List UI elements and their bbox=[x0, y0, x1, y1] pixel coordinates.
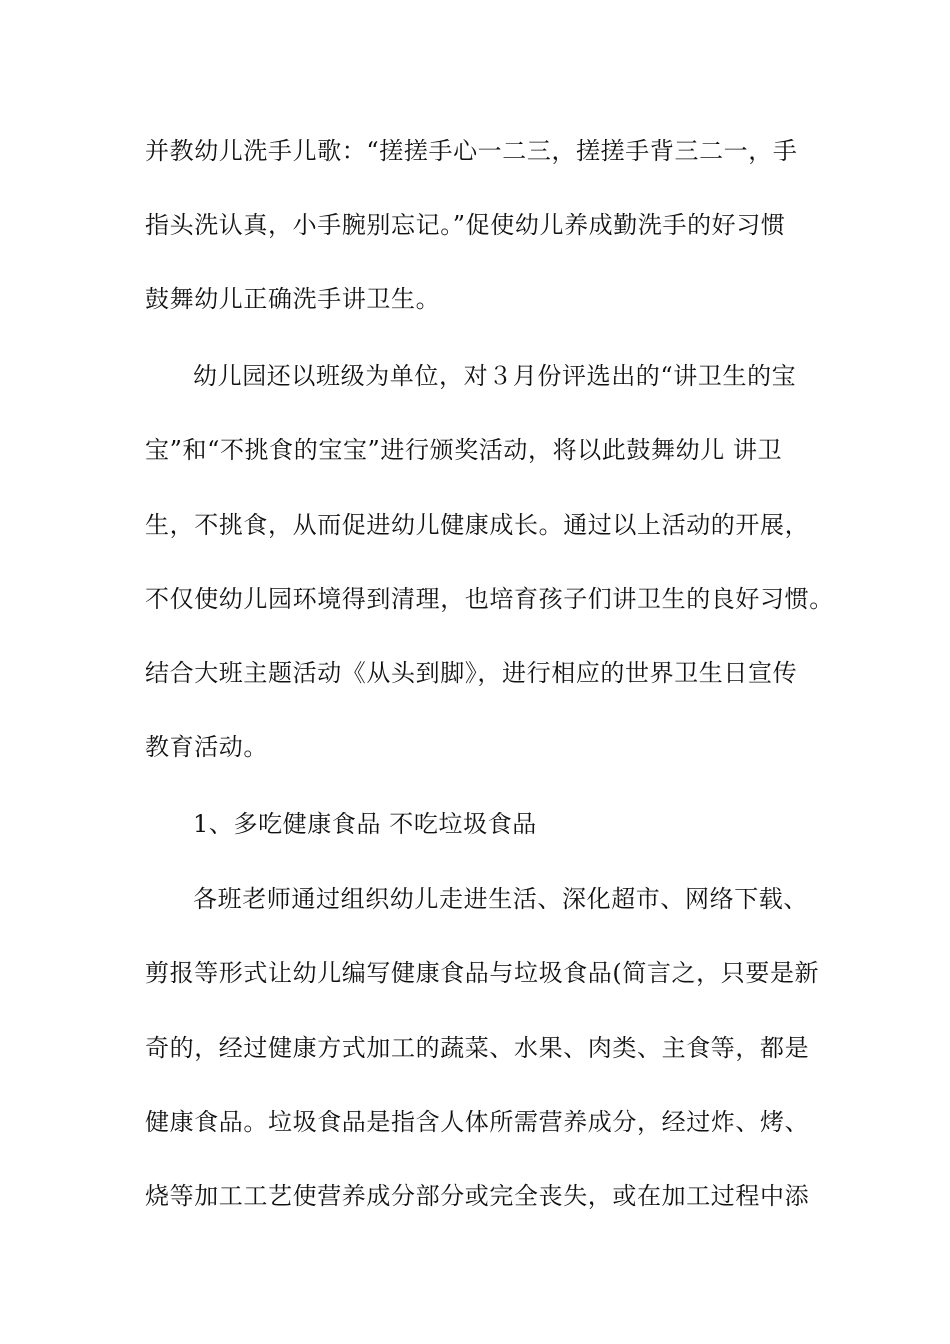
text-line: 奇的，经过健康方式加工的蔬菜、水果、肉类、主食等，都是 bbox=[145, 1034, 810, 1062]
section-heading: 1、多吃健康食品 不吃垃圾食品 bbox=[193, 810, 537, 838]
text-line: 不仅使幼儿园环境得到清理，也培育孩子们讲卫生的良好习惯。 bbox=[145, 585, 834, 613]
text-line: 烧等加工工艺使营养成分部分或完全丧失，或在加工过程中添 bbox=[145, 1182, 810, 1210]
text-line: 并教幼儿洗手儿歌：“搓搓手心一二三，搓搓手背三二一，手 bbox=[145, 137, 798, 165]
text-line: 指头洗认真，小手腕别忘记。”促使幼儿养成勤洗手的好习惯 bbox=[145, 211, 786, 239]
text-line: 宝”和“不挑食的宝宝”进行颁奖活动，将以此鼓舞幼儿 讲卫 bbox=[145, 436, 783, 464]
text-line: 生，不挑食，从而促进幼儿健康成长。通过以上活动的开展， bbox=[145, 511, 810, 539]
text-line: 鼓舞幼儿正确洗手讲卫生。 bbox=[145, 285, 441, 313]
paragraph-start-line: 各班老师通过组织幼儿走进生活、深化超市、网络下载、 bbox=[193, 885, 808, 913]
text-line: 健康食品。垃圾食品是指含人体所需营养成分，经过炸、烤、 bbox=[145, 1108, 810, 1136]
paragraph-start-line: 幼儿园还以班级为单位，对３月份评选出的“讲卫生的宝 bbox=[193, 362, 797, 390]
text-line: 剪报等形式让幼儿编写健康食品与垃圾食品(简言之，只要是新 bbox=[145, 959, 820, 987]
text-line: 教育活动。 bbox=[145, 733, 268, 761]
text-line: 结合大班主题活动《从头到脚》，进行相应的世界卫生日宣传 bbox=[145, 659, 798, 687]
